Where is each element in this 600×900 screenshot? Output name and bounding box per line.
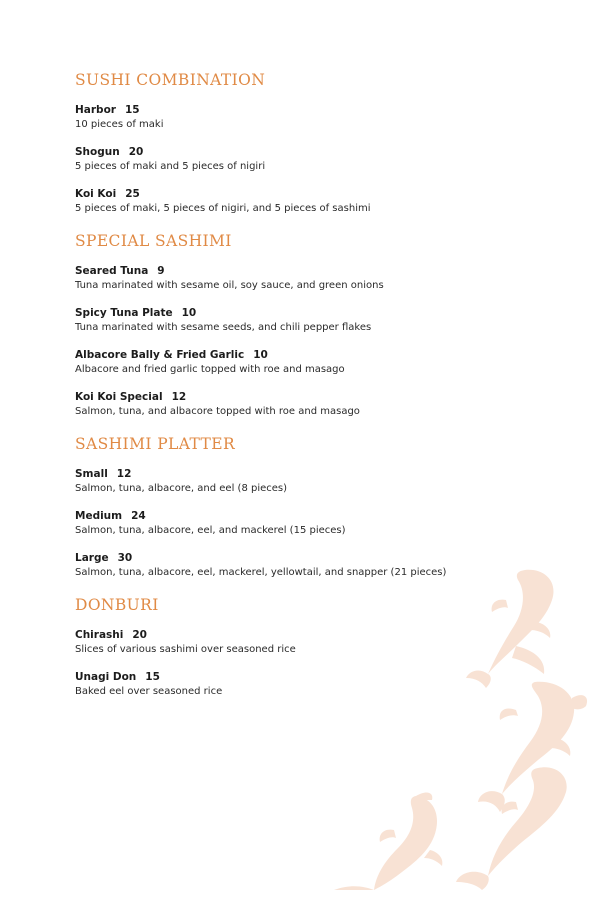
- item-price: 9: [157, 265, 165, 277]
- koi-fish-icon: [478, 682, 587, 812]
- item-price: 20: [132, 629, 147, 641]
- item-name: Harbor: [75, 104, 116, 116]
- menu-item: [75, 307, 555, 334]
- section-title: SASHIMI PLATTER: [75, 435, 236, 453]
- item-price: 15: [145, 671, 160, 683]
- section-title: SUSHI COMBINATION: [75, 71, 266, 89]
- item-name: Spicy Tuna Plate: [75, 307, 173, 319]
- menu-item: [75, 104, 555, 131]
- item-description: 5 pieces of maki, 5 pieces of nigiri, and 5 pieces of sashimi: [75, 203, 371, 214]
- menu-item: [75, 349, 555, 376]
- item-name: Koi Koi Special: [75, 391, 163, 403]
- item-name: Seared Tuna: [75, 265, 149, 277]
- item-name: Medium: [75, 510, 123, 522]
- item-description: 5 pieces of maki and 5 pieces of nigiri: [75, 161, 266, 172]
- item-price: 12: [171, 391, 187, 403]
- item-name: Albacore Bally & Fried Garlic: [75, 349, 245, 361]
- item-price: 20: [128, 146, 144, 158]
- item-description: Baked eel over seasoned rice: [75, 686, 223, 697]
- item-price: 15: [124, 104, 140, 116]
- item-description: 10 pieces of maki: [75, 119, 164, 130]
- item-description: Salmon, tuna, albacore, eel, and mackerel (15 pieces): [75, 525, 346, 536]
- item-name: Koi Koi: [75, 188, 117, 200]
- item-price: 10: [253, 349, 268, 361]
- item-description: Salmon, tuna, and albacore topped with roe and masago: [75, 406, 360, 417]
- koi-fish-icon: [456, 767, 567, 890]
- section-sushi-combination: [75, 70, 555, 215]
- item-description: Tuna marinated with sesame seeds, and chili pepper flakes: [75, 322, 372, 333]
- item-description: Tuna marinated with sesame oil, soy sauce, and green onions: [75, 280, 384, 291]
- item-description: Salmon, tuna, albacore, eel, mackerel, yellowtail, and snapper (21 pieces): [75, 567, 447, 578]
- item-price: 25: [125, 188, 140, 200]
- item-price: 10: [181, 307, 197, 319]
- menu-item: [75, 188, 555, 215]
- koi-fish-icon: [466, 570, 553, 688]
- item-name: Small: [75, 468, 108, 480]
- section-special-sashimi: [75, 231, 555, 418]
- menu-item: [75, 146, 555, 173]
- item-name: Chirashi: [75, 629, 124, 641]
- item-name: Large: [75, 552, 109, 564]
- menu-item: [75, 265, 555, 292]
- item-name: Unagi Don: [75, 671, 137, 683]
- koi-fish-icon: [334, 793, 442, 890]
- item-description: Salmon, tuna, albacore, and eel (8 pieces): [75, 483, 288, 494]
- section-title: SPECIAL SASHIMI: [75, 232, 232, 250]
- section-sashimi-platter: [75, 434, 555, 579]
- koi-fish-icon: [320, 560, 600, 890]
- item-description: Albacore and fried garlic topped with roe and masago: [75, 364, 345, 375]
- item-name: Shogun: [75, 146, 120, 158]
- item-description: Slices of various sashimi over seasoned rice: [75, 644, 296, 655]
- menu-item: [75, 468, 555, 495]
- menu-item: [75, 510, 555, 537]
- menu-item: [75, 391, 555, 418]
- section-title: DONBURI: [75, 596, 159, 614]
- item-price: 12: [116, 468, 132, 480]
- item-price: 24: [131, 510, 146, 522]
- item-price: 30: [117, 552, 133, 564]
